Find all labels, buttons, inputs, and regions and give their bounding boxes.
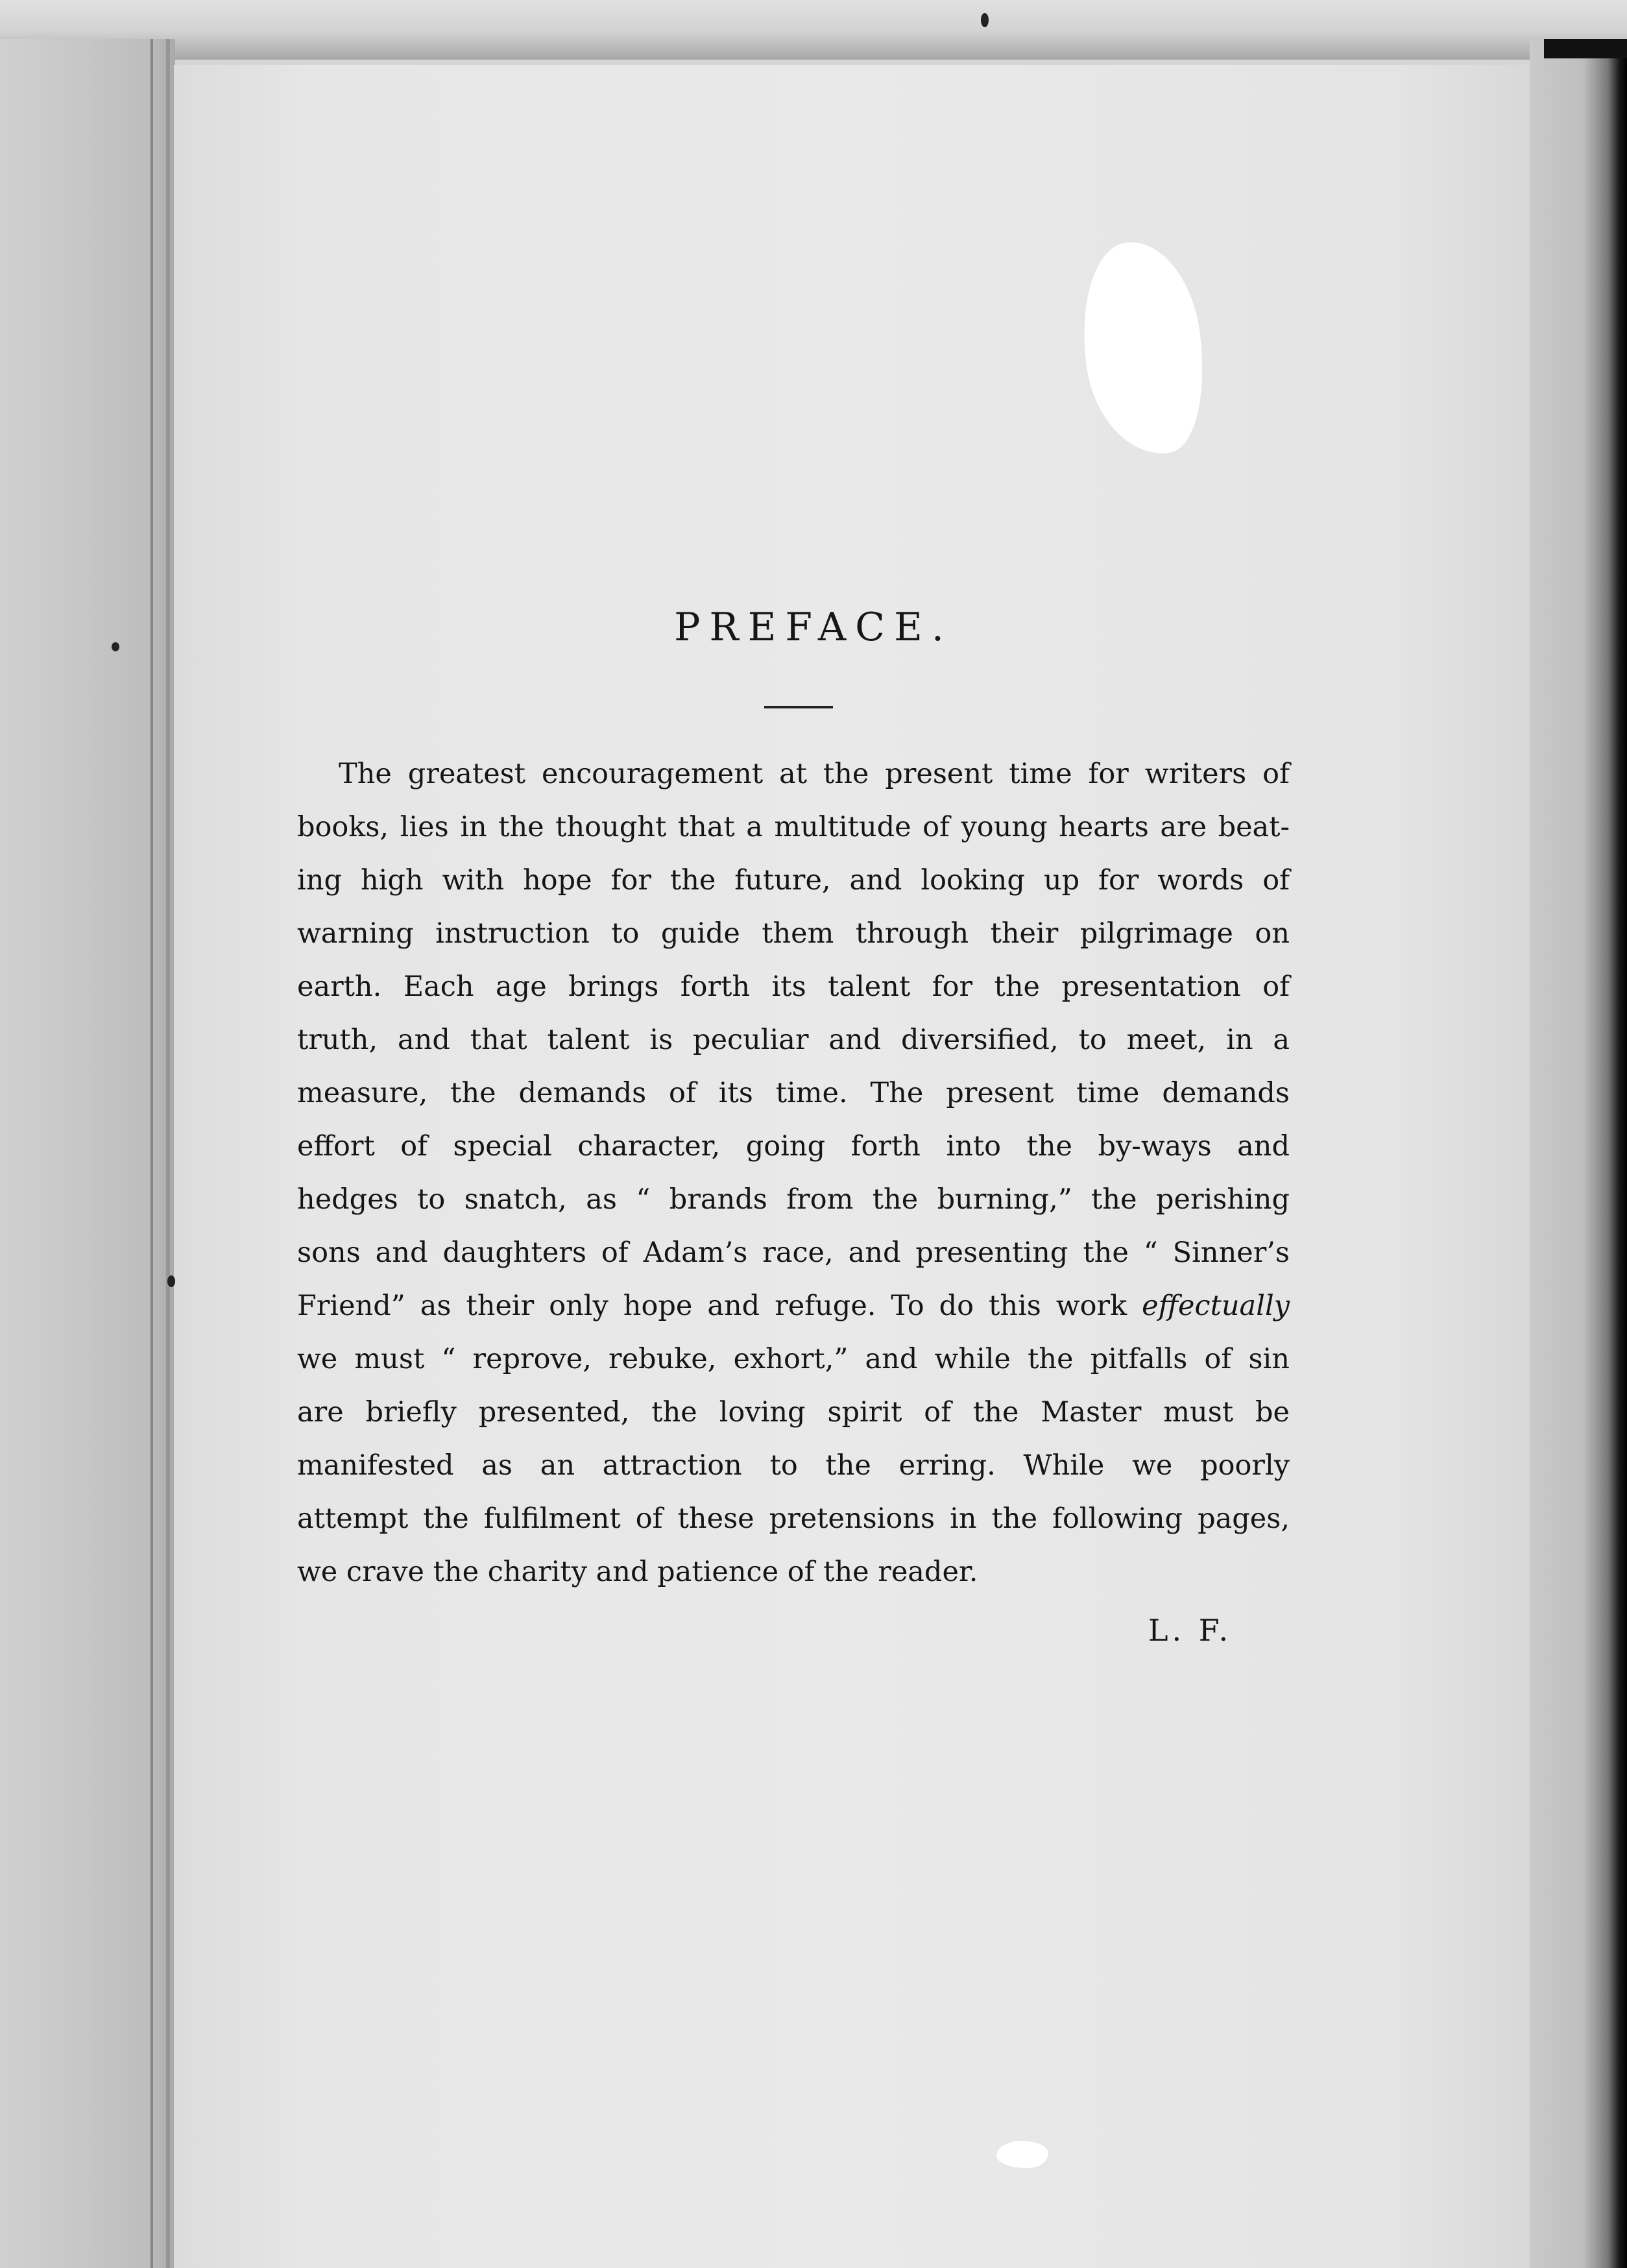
paragraph-line: measure, the demands of its time. The present time demands (297, 1077, 1290, 1109)
emphasis-word: effectually (1142, 1290, 1290, 1322)
author-initials: L. F. (1148, 1613, 1233, 1648)
ink-speck (167, 1275, 175, 1287)
paragraph-line: books, lies in the thought that a multitude of young hearts are beat- (297, 811, 1290, 843)
gutter-line (151, 39, 153, 2268)
paragraph-line: manifested as an attraction to the erring. While we poorly (297, 1449, 1290, 1482)
paragraph-line: attempt the fulfilment of these pretensions in the following pages, (297, 1502, 1290, 1535)
paragraph-line-with-emphasis (297, 1279, 1290, 1333)
paragraph-line: effort of special character, going forth into the by-ways and (297, 1130, 1290, 1163)
book-corner-shadow (1544, 39, 1627, 58)
paragraph-line: are briefly presented, the loving spirit of the Master must be (297, 1396, 1290, 1429)
preface-paragraph (297, 747, 1290, 1598)
paragraph-line: earth. Each age brings forth its talent for the presentation of (297, 971, 1290, 1003)
paragraph-line: ing high with hope for the future, and looking up for words of (297, 864, 1290, 897)
paragraph-line: The greatest encouragement at the present time for writers of (339, 758, 1290, 790)
title-rule (764, 706, 833, 708)
paragraph-line-text: Friend” as their only hope and refuge. To do this work (297, 1290, 1127, 1322)
book-top-edge (0, 0, 1627, 60)
gutter-line (166, 39, 170, 2268)
paragraph-line: hedges to snatch, as “ brands from the burning,” the perishing (297, 1183, 1290, 1216)
ink-speck (981, 13, 989, 27)
paper-stain (996, 2141, 1048, 2168)
book-right-edge (1530, 39, 1627, 2268)
paragraph-line: sons and daughters of Adam’s race, and presenting the “ Sinner’s (297, 1237, 1290, 1269)
book-binding (0, 39, 175, 2268)
page-title: PREFACE. (674, 605, 953, 650)
paragraph-line: truth, and that talent is peculiar and diversified, to meet, in a (297, 1024, 1290, 1056)
paragraph-line: warning instruction to guide them through their pilgrimage on (297, 917, 1290, 950)
paragraph-line: we must “ reprove, rebuke, exhort,” and while the pitfalls of sin (297, 1343, 1290, 1375)
paragraph-line: we crave the charity and patience of the reader. (297, 1556, 978, 1588)
